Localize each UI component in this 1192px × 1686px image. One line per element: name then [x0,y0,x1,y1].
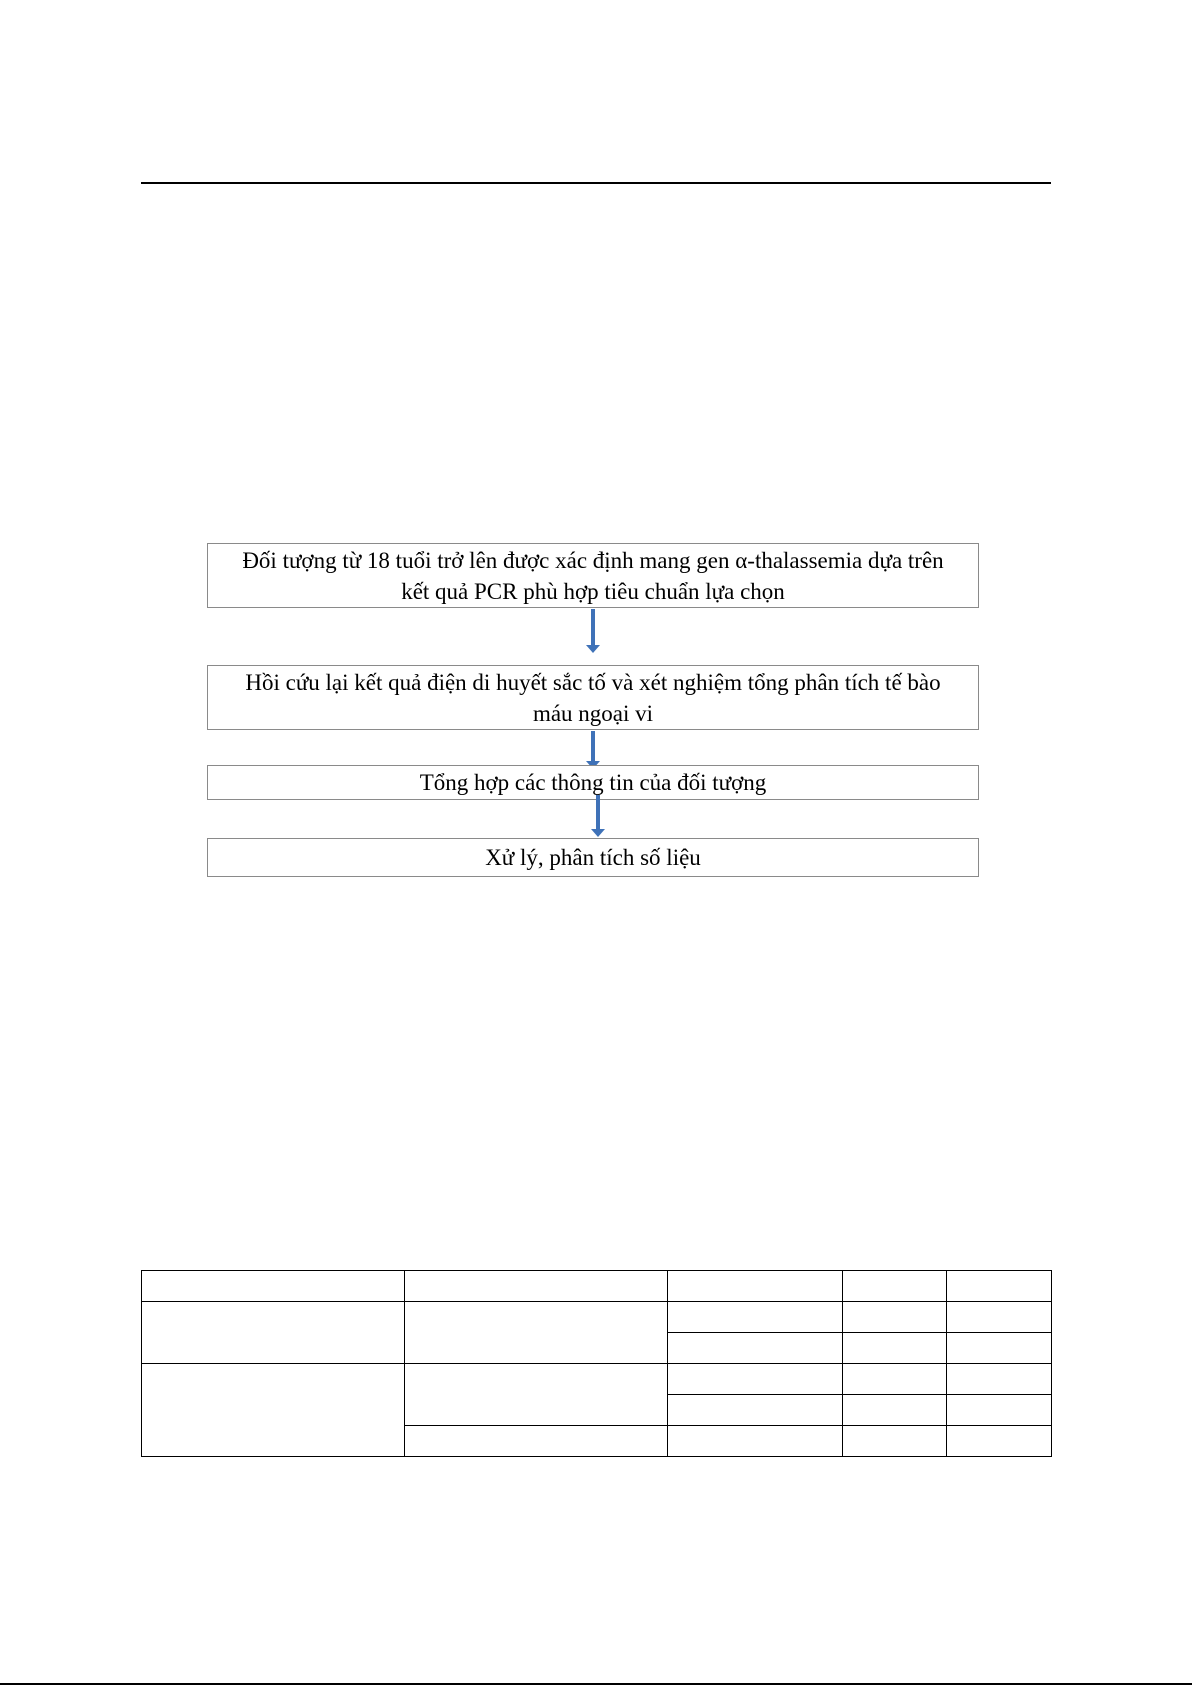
table-cell [405,1426,668,1457]
table-cell [947,1333,1052,1364]
table-cell [947,1302,1052,1333]
table-cell [947,1364,1052,1395]
table-cell [142,1271,405,1302]
table-cell [947,1395,1052,1426]
table-cell [142,1364,405,1457]
table-row [142,1364,1052,1395]
table-cell [668,1426,843,1457]
table-cell [668,1271,843,1302]
flow-step-1 [207,543,979,608]
flow-step-1-text: Đối tượng từ 18 tuổi trở lên được xác định mang gen α-thalassemia dựa trên kết quả PCR phù hợp tiêu chuẩn lựa chọn [242,547,944,604]
flow-step-2-text: Hồi cứu lại kết quả điện di huyết sắc tố và xét nghiệm tổng phân tích tế bào máu ngoại vi [245,669,941,726]
table-cell [843,1395,947,1426]
table-cell [142,1302,405,1364]
table-cell [947,1271,1052,1302]
table-row [142,1302,1052,1333]
footer-rule [0,1683,1192,1685]
table-cell [843,1271,947,1302]
flow-step-4-text: Xử lý, phân tích số liệu [485,845,701,870]
table-cell [668,1395,843,1426]
table-cell [668,1333,843,1364]
data-table [141,1270,1052,1457]
table-cell [843,1333,947,1364]
header-rule [141,182,1051,184]
table-cell [947,1426,1052,1457]
table-cell [843,1364,947,1395]
table-cell [668,1302,843,1333]
table-cell [405,1364,668,1426]
table-cell [405,1271,668,1302]
flow-step-4 [207,838,979,877]
table-cell [843,1426,947,1457]
table-header-row [142,1271,1052,1302]
table-cell [668,1364,843,1395]
flow-step-2 [207,665,979,730]
flow-arrow-3 [591,795,605,837]
flow-step-3-text: Tổng hợp các thông tin của đối tượng [419,770,767,795]
flow-arrow-2 [586,731,600,769]
table-cell [843,1302,947,1333]
flow-arrow-1 [586,609,600,653]
table-cell [405,1302,668,1364]
